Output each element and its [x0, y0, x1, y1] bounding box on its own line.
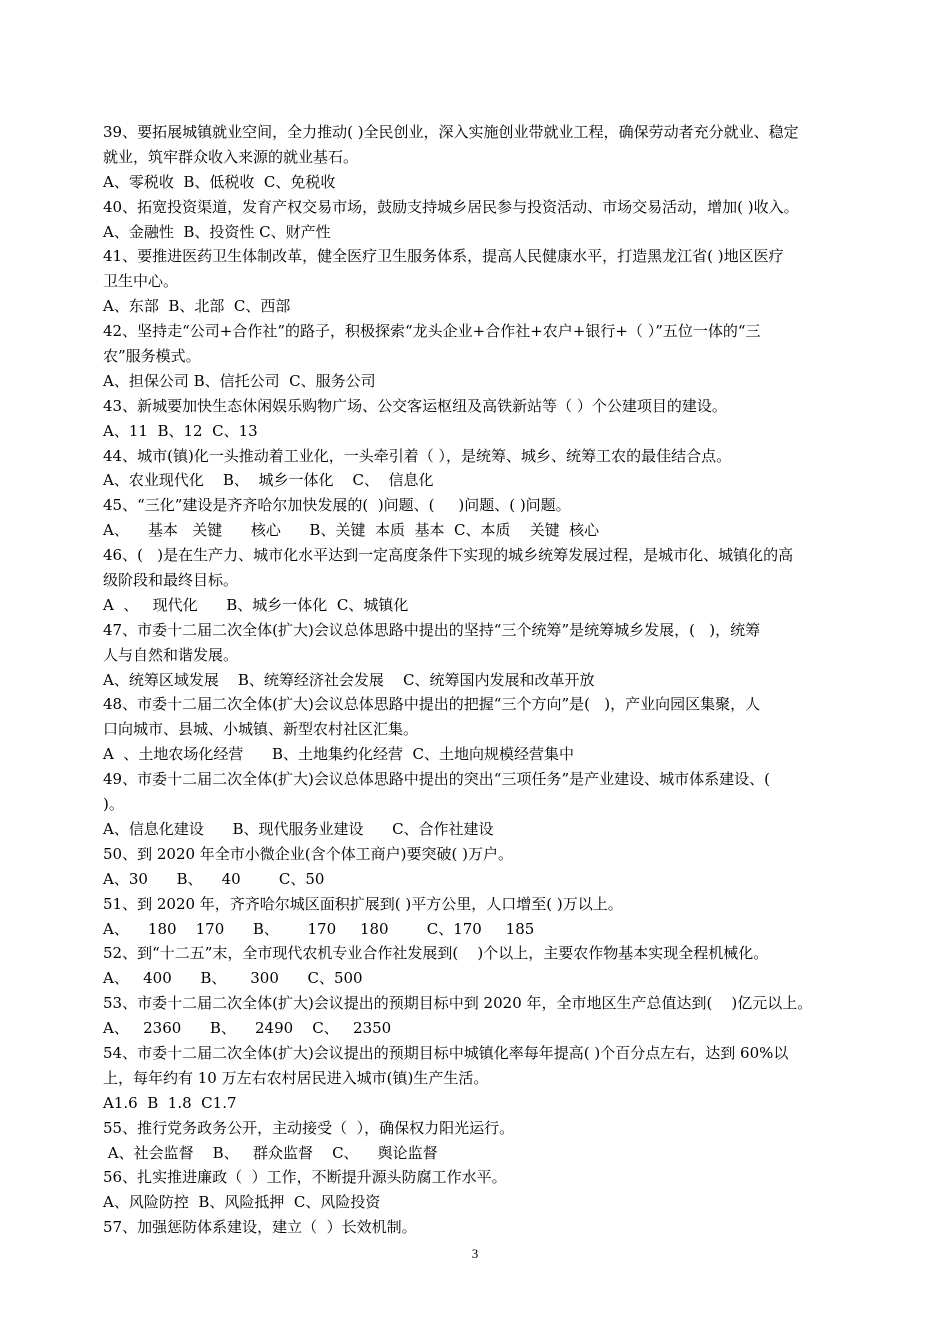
text-line: A 、 现代化 B、城乡一体化 C、城镇化 — [103, 595, 409, 614]
text-line: A、零税收 B、低税收 C、免税收 — [103, 172, 336, 191]
text-line: 39、要拓展城镇就业空间，全力推动( )全民创业，深入实施创业带就业工程，确保劳动者充分就业、稳定 — [103, 123, 799, 141]
text-line: A、30 B、 40 C、50 — [103, 869, 325, 888]
text-line: 45、“三化”建设是齐齐哈尔加快发展的( )问题、( )问题、( )问题。 — [103, 496, 571, 515]
text-line: A 、土地农场化经营 B、土地集约化经营 C、土地向规模经营集中 — [103, 745, 575, 764]
text-line: 卫生中心。 — [103, 272, 179, 291]
text-line: 51、到 2020 年，齐齐哈尔城区面积扩展到( )平方公里，人口增至( )万以上。 — [103, 894, 623, 913]
text-line: 就业，筑牢群众收入来源的就业基石。 — [103, 147, 359, 166]
text-line: A、金融性 B、投资性 C、财产性 — [103, 222, 331, 241]
text-line: A、风险防控 B、风险抵押 C、风险投资 — [103, 1193, 381, 1212]
text-line: A1.6 B 1.8 C1.7 — [103, 1093, 237, 1112]
text-line: 55、推行党务政务公开，主动接受（ ），确保权力阳光运行。 — [103, 1118, 515, 1137]
text-line: 40、拓宽投资渠道，发育产权交易市场，鼓励支持城乡居民参与投资活动、市场交易活动，增加( )收入。 — [103, 197, 799, 216]
text-line: 56、扎实推进廉政（ ）工作，不断提升源头防腐工作水平。 — [103, 1168, 507, 1187]
text-line: A、社会监督 B、 群众监督 C、 舆论监督 — [103, 1143, 438, 1162]
text-line: A、 180 170 B、 170 180 C、170 185 — [103, 919, 535, 938]
text-line: 53、市委十二届二次全体(扩大)会议提出的预期目标中到 2020 年，全市地区生产总值达到( )亿元以上。 — [103, 994, 813, 1013]
page-number: 3 — [471, 1246, 479, 1261]
text-line: 49、市委十二届二次全体(扩大)会议总体思路中提出的突出“三项任务”是产业建设、城市体系建设、( — [103, 770, 770, 789]
text-line: A、东部 B、北部 C、西部 — [103, 297, 291, 316]
text-line: A、 400 B、 300 C、500 — [103, 969, 363, 988]
text-line: 54、市委十二届二次全体(扩大)会议提出的预期目标中城镇化率每年提高( )个百分点左右，达到 60%以 — [103, 1043, 789, 1062]
text-line: A、 基本 关键 核心 B、关键 本质 基本 C、本质 关键 核心 — [103, 521, 600, 540]
text-line: 上，每年约有 10 万左右农村居民进入城市(镇)生产生活。 — [103, 1068, 489, 1087]
text-line: )。 — [103, 795, 124, 814]
text-line: A、担保公司 B、信托公司 C、服务公司 — [103, 371, 376, 390]
text-line: 人与自然和谐发展。 — [103, 645, 239, 664]
question-list — [103, 120, 855, 1240]
text-line: 43、新城要加快生态休闲娱乐购物广场、公交客运枢纽及高铁新站等（ ）个公建项目的建设。 — [103, 396, 727, 415]
text-line: 级阶段和最终目标。 — [103, 571, 239, 590]
text-line: A、农业现代化 B、 城乡一体化 C、 信息化 — [103, 471, 434, 490]
text-line: A、信息化建设 B、现代服务业建设 C、合作社建设 — [103, 819, 494, 838]
text-line: 42、坚持走“公司+合作社”的路子，积极探索“龙头企业+合作社+农户+银行+（ ）”五位一体的“三 — [103, 322, 761, 341]
text-line: 41、要推进医药卫生体制改革，健全医疗卫生服务体系，提高人民健康水平，打造黑龙江省( )地区医疗 — [103, 247, 784, 266]
text-line: 47、市委十二届二次全体(扩大)会议总体思路中提出的坚持“三个统筹”是统筹城乡发展，( )，统筹 — [103, 620, 761, 639]
text-line: 44、城市(镇)化一头推动着工业化，一头牵引着（ ），是统筹、城乡、统筹工农的最佳结合点。 — [103, 446, 732, 465]
text-line: 50、到 2020 年全市小微企业(含个体工商户)要突破( )万户。 — [103, 844, 513, 863]
text-line: 口向城市、县城、小城镇、新型农村社区汇集。 — [103, 720, 419, 739]
text-line: 57、加强惩防体系建设，建立（ ）长效机制。 — [103, 1218, 417, 1237]
text-line: 52、到“十二五”末，全市现代农机专业合作社发展到( )个以上，主要农作物基本实现全程机械化。 — [103, 944, 769, 963]
text-line: A、11 B、12 C、13 — [103, 421, 258, 440]
text-line: 46、( )是在生产力、城市化水平达到一定高度条件下实现的城乡统筹发展过程，是城市化、城镇化的高 — [103, 546, 794, 565]
text-line: A、统筹区域发展 B、统筹经济社会发展 C、统筹国内发展和改革开放 — [103, 670, 595, 689]
text-line: A、 2360 B、 2490 C、 2350 — [103, 1019, 392, 1038]
text-line: 农”服务模式。 — [103, 347, 201, 366]
text-line: 48、市委十二届二次全体(扩大)会议总体思路中提出的把握“三个方向”是( )，产业向园区集聚，人 — [103, 695, 761, 714]
